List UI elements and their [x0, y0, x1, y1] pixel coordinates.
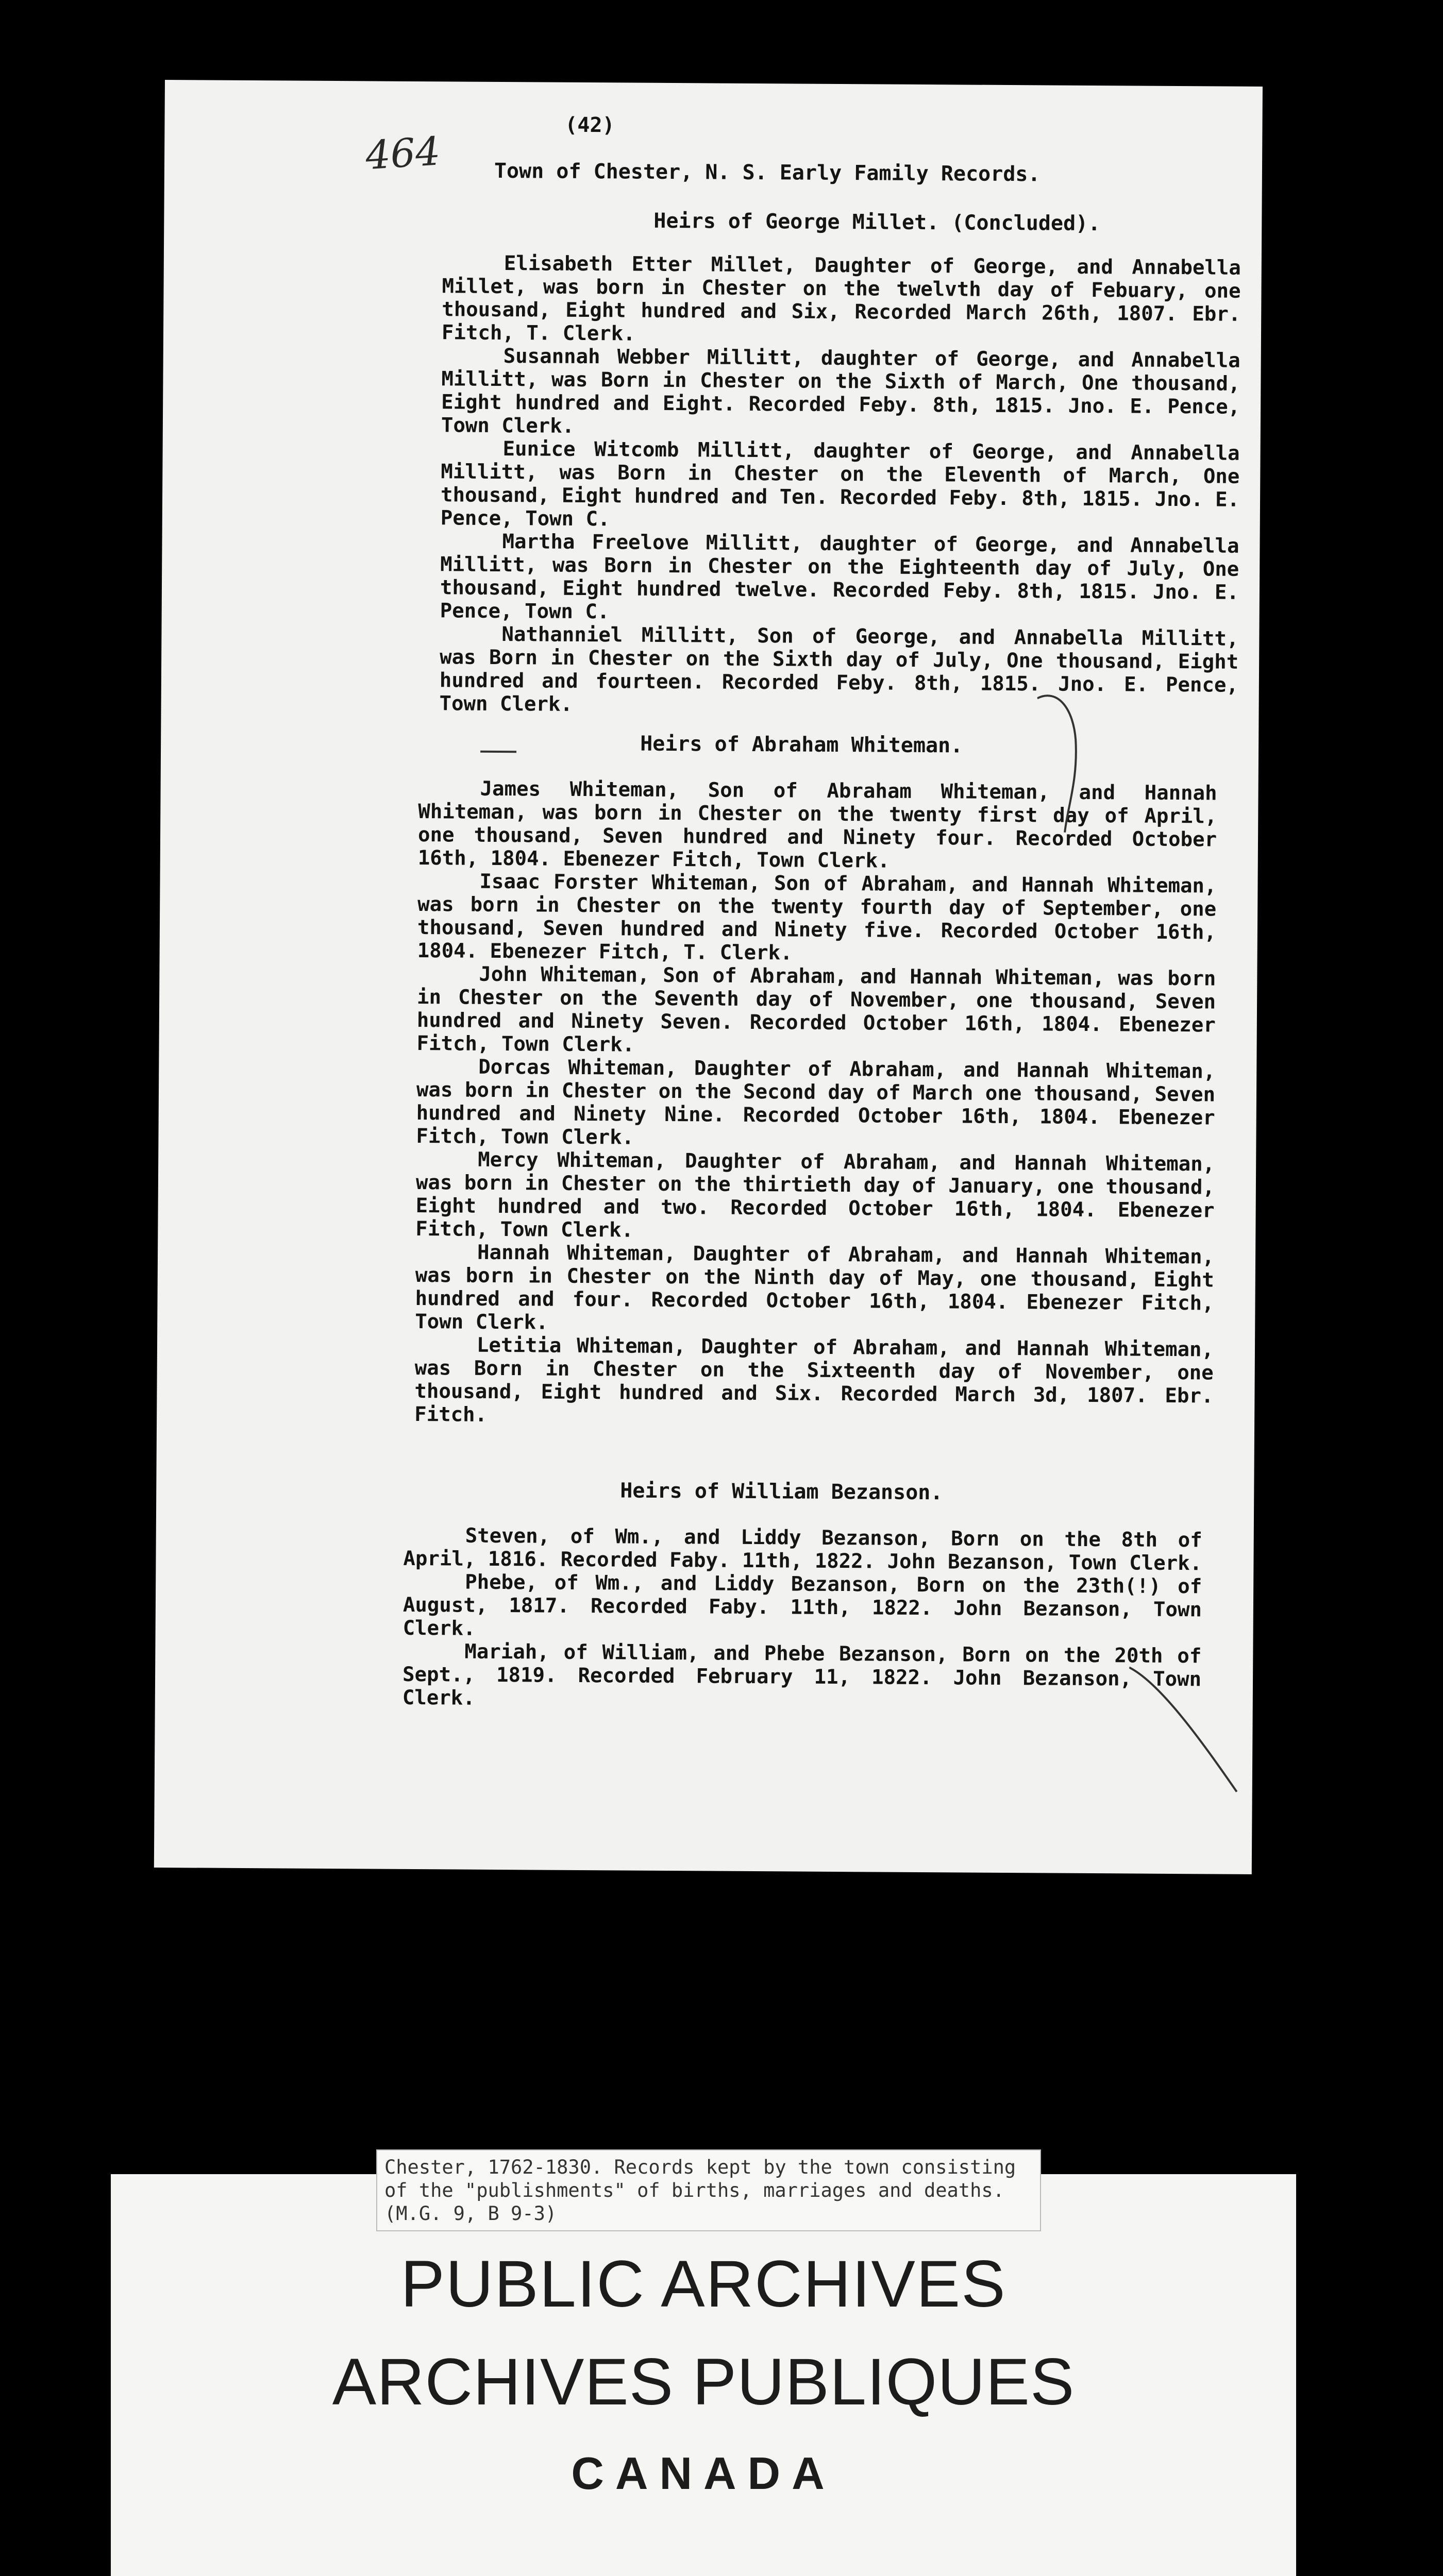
record-entry: Mariah, of William, and Phebe Bezanson, Born on the 20th of Sept., 1819. Recorded February 11, 1822. John Bezanson, Town Clerk.: [402, 1640, 1202, 1710]
section-heading: Heirs of William Bezanson.: [620, 1479, 943, 1505]
record-entry: Letitia Whiteman, Daughter of Abraham, and Hannah Whiteman, was Born in Chester on the Sixteenth day of November, one thousand, Eight hundred and Six. Recorded March 3d, 1807. Ebr. Fitch.: [414, 1333, 1214, 1427]
record-entry: Nathanniel Millitt, Son of George, and Annabella Millitt, was Born in Chester on the Sixth day of July, One thousand, Eight hundred and fourteen. Recorded Feby. 8th, 1815. Jno. E. Pence, Town Clerk.: [439, 623, 1239, 716]
archive-stamp-country: CANADA: [571, 2448, 836, 2499]
record-entry: Steven, of Wm., and Liddy Bezanson, Born on the 8th of April, 1816. Recorded Faby. 11th, 1822. John Bezanson, Town Clerk.: [403, 1524, 1202, 1575]
document-heading: Town of Chester, N. S. Early Family Records.: [494, 159, 1041, 187]
pen-mark: [480, 749, 522, 754]
record-entry: Isaac Forster Whiteman, Son of Abraham, and Hannah Whiteman, was born in Chester on the twenty fourth day of September, one thousand, Seven hundred and Ninety five. Recorded October 16th, 1804. Ebenezer Fitch, T. Clerk.: [417, 870, 1217, 965]
record-entry: Phebe, of Wm., and Liddy Bezanson, Born on the 23th(!) of August, 1817. Recorded Faby. 11th, 1822. John Bezanson, Town Clerk.: [402, 1570, 1202, 1640]
archive-stamp-english: PUBLIC ARCHIVES: [400, 2247, 1006, 2321]
page-number: (42): [565, 113, 615, 138]
folio-number: 464: [364, 128, 442, 179]
record-entry: Susannah Webber Millitt, daughter of George, and Annabella Millitt, was Born in Chester on the Sixth of March, One thousand, Eight hundred and Eight. Recorded Feby. 8th, 1815. Jno. E. Pence, Town Clerk.: [441, 345, 1240, 438]
archive-card: [111, 2156, 1296, 2576]
record-entry: James Whiteman, Son of Abraham Whiteman, and Hannah Whiteman, was born in Chester on the twenty first day of April, one thousand, Seven hundred and Ninety four. Recorded October 16th, 1804. Ebenezer Fitch, Town Clerk.: [417, 777, 1217, 873]
section-entries: [414, 777, 1217, 1431]
section-entries: [402, 1524, 1202, 1714]
record-entry: Dorcas Whiteman, Daughter of Abraham, and Hannah Whiteman, was born in Chester on the Second day of March one thousand, Seven hundred and Ninety Nine. Recorded October 16th, 1804. Ebenezer Fitch, Town Clerk.: [416, 1055, 1216, 1149]
reference-label: [376, 2149, 1041, 2231]
label-line: Chester, 1762-1830. Records kept by the town consisting: [384, 2156, 1016, 2178]
record-entry: Eunice Witcomb Millitt, daughter of George, and Annabella Millitt, was Born in Chester on the Eleventh of March, One thousand, Eight hundred and Ten. Recorded Feby. 8th, 1815. Jno. E. Pence, Town C.: [440, 437, 1240, 531]
record-entry: John Whiteman, Son of Abraham, and Hannah Whiteman, was born in Chester on the Seventh day of November, one thousand, Seven hundred and Ninety Seven. Recorded October 16th, 1804. Ebenezer Fitch, Town Clerk.: [416, 962, 1216, 1057]
section-heading: Heirs of George Millet. (Concluded).: [653, 209, 1101, 236]
record-entry: Mercy Whiteman, Daughter of Abraham, and Hannah Whiteman, was born in Chester on the thirtieth day of January, one thousand, Eight hundred and two. Recorded October 16th, 1804. Ebenezer Fitch, Town Clerk.: [415, 1148, 1215, 1242]
record-entry: Martha Freelove Millitt, daughter of George, and Annabella Millitt, was Born in Chester on the Eighteenth day of July, One thousand, Eight hundred twelve. Recorded Feby. 8th, 1815. Jno. E. Pence, Town C.: [440, 530, 1239, 624]
section-heading: Heirs of Abraham Whiteman.: [640, 732, 963, 758]
section-entries: [439, 251, 1240, 720]
archive-stamp-french: ARCHIVES PUBLIQUES: [332, 2345, 1075, 2419]
document-page: [154, 80, 1263, 1874]
record-entry: Elisabeth Etter Millet, Daughter of George, and Annabella Millet, was born in Chester on the twelvth day of Febuary, one thousand, Eight hundred and Six, Recorded March 26th, 1807. Ebr. Fitch, T. Clerk.: [441, 252, 1241, 346]
record-entry: Hannah Whiteman, Daughter of Abraham, and Hannah Whiteman, was born in Chester on the Ninth day of May, one thousand, Eight hundred and four. Recorded October 16th, 1804. Ebenezer Fitch, Town Clerk.: [415, 1241, 1215, 1334]
label-line: (M.G. 9, B 9-3): [384, 2202, 557, 2225]
label-line: of the "publishments" of births, marriages and deaths.: [384, 2179, 1004, 2201]
